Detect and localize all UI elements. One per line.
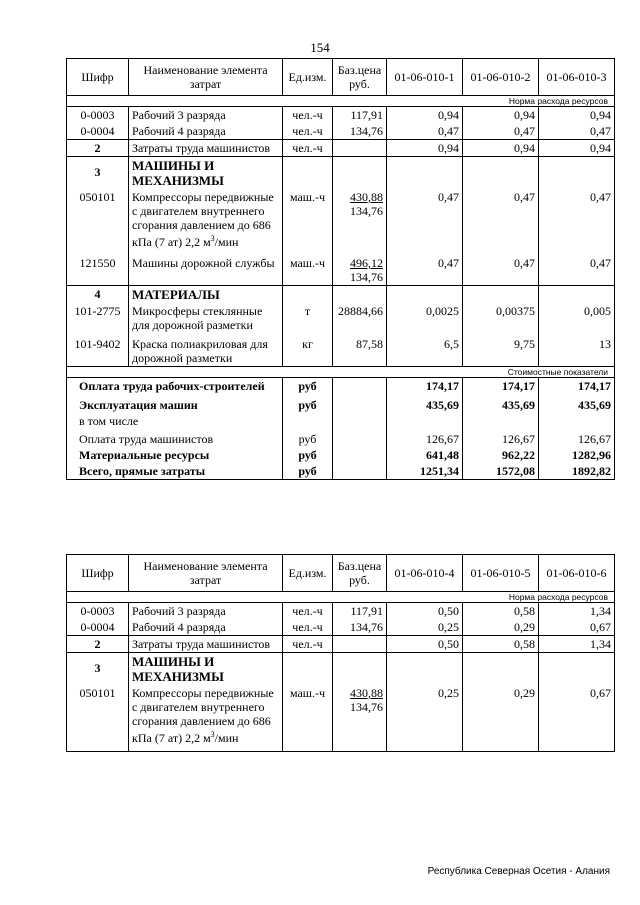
row-name: Рабочий 3 разряда — [129, 107, 283, 124]
row-value: 0,94 — [463, 140, 539, 157]
row-value: 0,47 — [463, 189, 539, 250]
cost-unit: руб — [283, 447, 333, 463]
row-code: 2 — [67, 636, 129, 653]
row-value: 0,47 — [387, 189, 463, 250]
row-unit: чел.-ч — [283, 123, 333, 140]
table-row — [67, 619, 615, 636]
cost-value: 1892,82 — [539, 463, 615, 480]
row-unit: чел.-ч — [283, 140, 333, 157]
table-row — [67, 107, 615, 124]
row-name: Рабочий 4 разряда — [129, 619, 283, 636]
cost-name: Материальные ресурсы — [67, 447, 283, 463]
row-value: 0,29 — [463, 685, 539, 752]
row-value: 13 — [539, 333, 615, 367]
row-value: 0,94 — [539, 140, 615, 157]
header-code: Шифр — [67, 555, 129, 592]
cost-value: 962,22 — [463, 447, 539, 463]
row-price: 117,91 — [333, 603, 387, 620]
row-name: Затраты труда машинистов — [129, 140, 283, 157]
row-value: 0,47 — [539, 189, 615, 250]
cost-band — [67, 367, 615, 378]
row-unit: маш.-ч — [283, 685, 333, 752]
row-value: 0,94 — [387, 140, 463, 157]
table-row — [67, 333, 615, 367]
table-row — [67, 303, 615, 333]
header-norm-code: 01-06-010-4 — [387, 555, 463, 592]
cost-name: Эксплуатация машин — [67, 394, 283, 413]
row-value: 1,34 — [539, 603, 615, 620]
row-value: 0,94 — [463, 107, 539, 124]
cost-value: 435,69 — [463, 394, 539, 413]
row-value: 0,47 — [539, 123, 615, 140]
table-row — [67, 250, 615, 286]
row-price: 134,76 — [333, 619, 387, 636]
row-value: 0,50 — [387, 603, 463, 620]
row-price: 430,88 134,76 — [333, 189, 387, 250]
row-unit: т — [283, 303, 333, 333]
row-code: 050101 — [67, 685, 129, 752]
cost-row — [67, 447, 615, 463]
row-value: 9,75 — [463, 333, 539, 367]
header-name: Наименование элемента затрат — [129, 59, 283, 96]
row-name: Машины дорожной службы — [129, 250, 283, 286]
footer-region: Республика Северная Осетия - Алания — [427, 866, 610, 877]
row-value: 0,47 — [387, 123, 463, 140]
row-code: 050101 — [67, 189, 129, 250]
table-row — [67, 603, 615, 620]
table-row — [67, 123, 615, 140]
cost-name: Всего, прямые затраты — [67, 463, 283, 480]
cost-row — [67, 429, 615, 447]
table-row — [67, 189, 615, 250]
header-name: Наименование элемента затрат — [129, 555, 283, 592]
row-value: 0,58 — [463, 603, 539, 620]
row-code: 101-9402 — [67, 333, 129, 367]
cost-unit: руб — [283, 378, 333, 395]
row-unit: кг — [283, 333, 333, 367]
page-number: 154 — [310, 40, 330, 55]
header-base-price: Баз.цена руб. — [333, 555, 387, 592]
section-row — [67, 286, 615, 304]
row-value: 0,25 — [387, 619, 463, 636]
resource-table-1 — [66, 58, 615, 480]
row-price — [333, 140, 387, 157]
header-norm-code: 01-06-010-3 — [539, 59, 615, 96]
norm-band — [67, 592, 615, 603]
row-code: 101-2775 — [67, 303, 129, 333]
row-price: 87,58 — [333, 333, 387, 367]
section-name: МАШИНЫ И МЕХАНИЗМЫ — [129, 157, 283, 190]
row-value: 0,58 — [463, 636, 539, 653]
header-norm-code: 01-06-010-6 — [539, 555, 615, 592]
section-code: 3 — [67, 157, 129, 190]
row-unit: чел.-ч — [283, 636, 333, 653]
row-price — [333, 636, 387, 653]
table-header — [67, 59, 615, 96]
row-name: Компрессоры передвижные с двигателем внутреннего сгорания давлением до 686 кПа (7 ат) 2,2 $м^3$/мин — [129, 685, 283, 752]
row-price: 496,12 134,76 — [333, 250, 387, 286]
header-unit: Ед.изм. — [283, 59, 333, 96]
header-base-price: Баз.цена руб. — [333, 59, 387, 96]
cost-value: 1282,96 — [539, 447, 615, 463]
cost-row — [67, 463, 615, 480]
norm-label: Норма расхода ресурсов — [67, 96, 615, 107]
cost-name: Оплата труда машинистов — [67, 429, 283, 447]
cost-unit: руб — [283, 394, 333, 413]
row-price: 134,76 — [333, 123, 387, 140]
header-norm-code: 01-06-010-2 — [463, 59, 539, 96]
row-name: Затраты труда машинистов — [129, 636, 283, 653]
row-value: 1,34 — [539, 636, 615, 653]
section-name: МАТЕРИАЛЫ — [129, 286, 283, 304]
section-row — [67, 157, 615, 190]
header-code: Шифр — [67, 59, 129, 96]
row-value: 0,25 — [387, 685, 463, 752]
row-price: 117,91 — [333, 107, 387, 124]
row-unit: маш.-ч — [283, 189, 333, 250]
row-value: 0,67 — [539, 619, 615, 636]
row-unit: маш.-ч — [283, 250, 333, 286]
row-unit: чел.-ч — [283, 603, 333, 620]
row-name: Рабочий 3 разряда — [129, 603, 283, 620]
row-value: 0,94 — [539, 107, 615, 124]
cost-unit: руб — [283, 463, 333, 480]
cost-row — [67, 394, 615, 413]
row-name: Краска полиакриловая для дорожной разметки — [129, 333, 283, 367]
row-value: 6,5 — [387, 333, 463, 367]
row-value: 0,50 — [387, 636, 463, 653]
row-price: 430,88 134,76 — [333, 685, 387, 752]
row-value: 0,47 — [463, 123, 539, 140]
cost-row — [67, 413, 615, 429]
cost-value: 641,48 — [387, 447, 463, 463]
row-name: Компрессоры передвижные с двигателем внутреннего сгорания давлением до 686 кПа (7 ат) 2,2 $м^3$/мин — [129, 189, 283, 250]
row-code: 2 — [67, 140, 129, 157]
row-code: 0-0003 — [67, 603, 129, 620]
row-value: 0,0025 — [387, 303, 463, 333]
row-code: 0-0004 — [67, 123, 129, 140]
row-value: 0,47 — [387, 250, 463, 286]
row-code: 0-0004 — [67, 619, 129, 636]
resource-table-2 — [66, 554, 615, 752]
section-row — [67, 653, 615, 686]
row-code: 121550 — [67, 250, 129, 286]
cost-value: 1572,08 — [463, 463, 539, 480]
cost-value: 126,67 — [539, 429, 615, 447]
section-code: 4 — [67, 286, 129, 304]
row-value: 0,47 — [539, 250, 615, 286]
table-row — [67, 636, 615, 653]
cost-unit: руб — [283, 429, 333, 447]
row-name: Рабочий 4 разряда — [129, 123, 283, 140]
cost-value: 126,67 — [387, 429, 463, 447]
cost-row — [67, 378, 615, 395]
row-unit: чел.-ч — [283, 619, 333, 636]
header-unit: Ед.изм. — [283, 555, 333, 592]
cost-label: Стоимостные показатели — [67, 367, 615, 378]
row-name: Микросферы стеклянные для дорожной разметки — [129, 303, 283, 333]
section-name: МАШИНЫ И МЕХАНИЗМЫ — [129, 653, 283, 686]
row-unit: чел.-ч — [283, 107, 333, 124]
cost-value: 435,69 — [539, 394, 615, 413]
cost-value: 174,17 — [387, 378, 463, 395]
cost-value: 174,17 — [539, 378, 615, 395]
cost-value: 435,69 — [387, 394, 463, 413]
row-code: 0-0003 — [67, 107, 129, 124]
cost-value: 1251,34 — [387, 463, 463, 480]
cost-name: Оплата труда рабочих-строителей — [67, 378, 283, 395]
row-value: 0,47 — [463, 250, 539, 286]
row-value: 0,94 — [387, 107, 463, 124]
row-value: 0,67 — [539, 685, 615, 752]
norm-band — [67, 96, 615, 107]
norm-label: Норма расхода ресурсов — [67, 592, 615, 603]
cost-value: 174,17 — [463, 378, 539, 395]
table-header — [67, 555, 615, 592]
row-value: 0,29 — [463, 619, 539, 636]
header-norm-code: 01-06-010-1 — [387, 59, 463, 96]
header-norm-code: 01-06-010-5 — [463, 555, 539, 592]
cost-name: в том числе — [67, 413, 283, 429]
row-value: 0,00375 — [463, 303, 539, 333]
table-row — [67, 140, 615, 157]
cost-value: 126,67 — [463, 429, 539, 447]
section-code: 3 — [67, 653, 129, 686]
table-row — [67, 685, 615, 752]
row-price: 28884,66 — [333, 303, 387, 333]
row-value: 0,005 — [539, 303, 615, 333]
